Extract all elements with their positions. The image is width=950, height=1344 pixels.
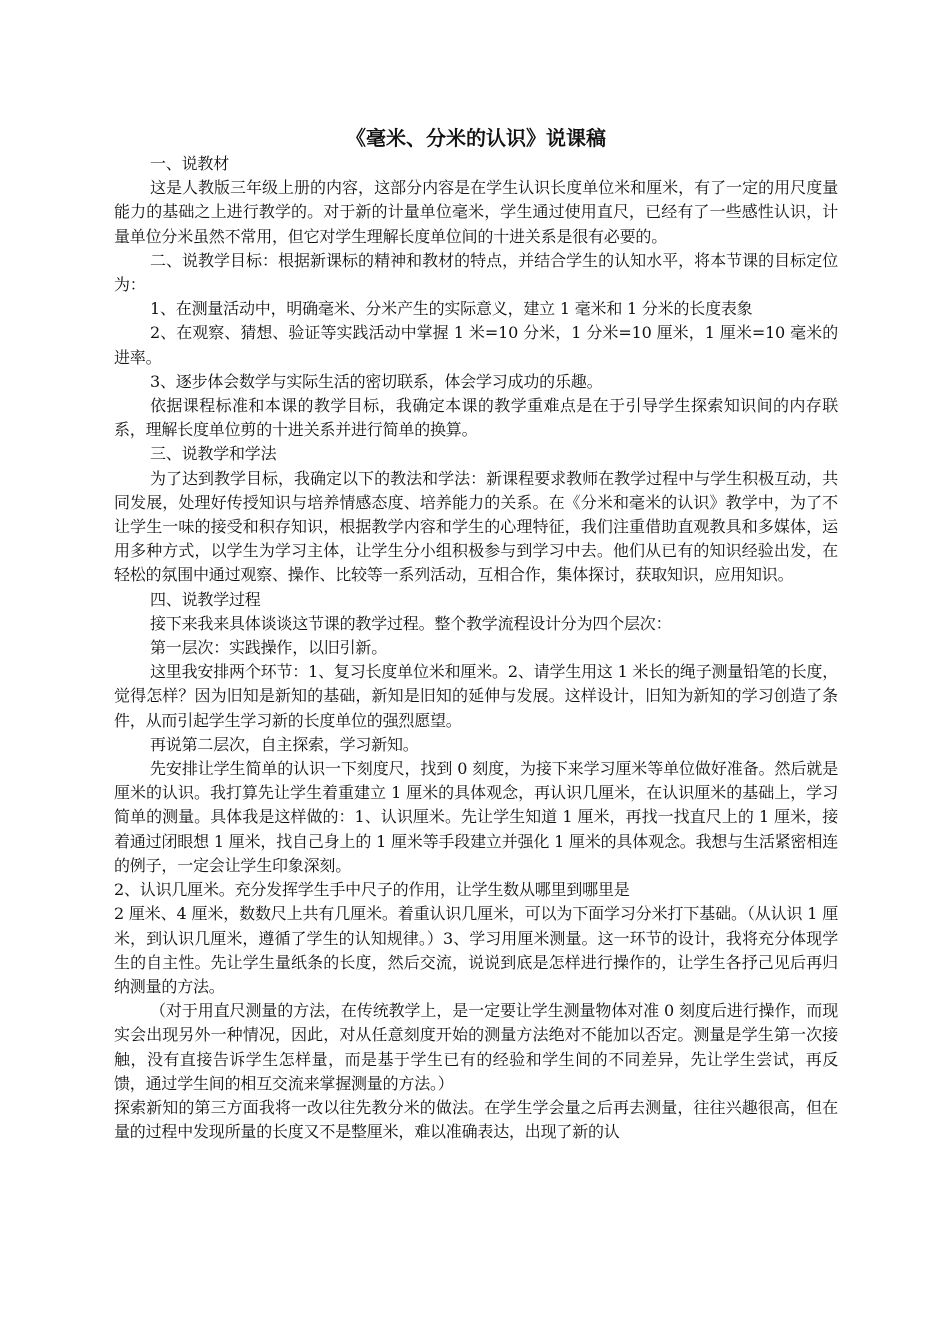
- paragraph-explore-third: 探索新知的第三方面我将一改以往先教分米的做法。在学生学会量之后再去测量，往往兴趣很高，但在量的过程中发现所量的长度又不是整厘米，难以准确表达，出现了新的认: [114, 1097, 838, 1142]
- paragraph-process-intro: 接下来我来具体谈谈这节课的教学过程。整个教学流程设计分为四个层次：: [150, 613, 672, 633]
- paragraph-key-points: 依据课程标准和本课的教学目标，我确定本课的教学重难点是在于引导学生探索知识间的内存联系，理解长度单位剪的十进关系并进行简单的换算。: [114, 396, 838, 440]
- section-heading-process: 四、说教学过程: [150, 589, 261, 609]
- paragraph-measure-cm: 2 厘米、4 厘米，数数尺上共有几厘米。着重认识几厘米，可以为下面学习分米打下基础。（从认识 1 厘米，到认识几厘米，遵循了学生的认知规律。）3、学习用厘米测量。这一环节的设计，我将充分体现学生的自主性。先让学生量纸条的长度，然后交流，说说到底是怎样进行操作的，让学生各抒己见后再归纳测量的方法。: [114, 904, 838, 996]
- objective-item-1: 1、在测量活动中，明确毫米、分米产生的实际意义，建立 1 毫米和 1 分米的长度表象: [150, 299, 753, 319]
- objective-item-2: 2、在观察、猜想、验证等实践活动中掌握 1 米=10 分米，1 分米=10 厘米，1 厘米=10 毫米的进率。: [114, 323, 838, 367]
- paragraph-methods: 为了达到教学目标，我确定以下的教法和学法：新课程要求教师在教学过程中与学生积极互动，共同发展，处理好传授知识与培养情感态度、培养能力的关系。在《分米和毫米的认识》教学中，为了不让学生一味的接受和积存知识，根据教学内容和学生的心理特征，我们注重借助直观教具和多媒体，运用多种方式，以学生为学习主体，让学生分小组积极参与到学习中去。他们从已有的知识经验出发，在轻松的氛围中通过观察、操作、比较等一系列活动，互相合作，集体探讨，获取知识，应用知识。: [114, 468, 838, 585]
- paragraph-level-one: 第一层次：实践操作，以旧引新。: [150, 638, 388, 658]
- paragraph-ruler-note: （对于用直尺测量的方法，在传统教学上，是一定要让学生测量物体对准 0 刻度后进行操作，而现实会出现另外一种情况，因此，对从任意刻度开始的测量方法绝对不能加以否定。测量是学生第一次接触，没有直接告诉学生怎样量，而是基于学生已有的经验和学生间的不同差异，先让学生尝试，再反馈，通过学生间的相互交流来掌握测量的方法。）: [114, 1001, 838, 1093]
- objective-item-3: 3、逐步体会数学与实际生活的密切联系，体会学习成功的乐趣。: [150, 371, 603, 391]
- section-heading-textbook: 一、说教材: [150, 154, 230, 173]
- document-title: 《毫米、分米的认识》说课稿: [346, 126, 606, 150]
- paragraph-several-cm: 2、认识几厘米。充分发挥学生手中尺子的作用，让学生数从哪里到哪里是: [114, 880, 630, 900]
- section-heading-methods: 三、说教学和学法: [150, 444, 277, 464]
- paragraph-level-two-detail: 先安排让学生简单的认识一下刻度尺，找到 0 刻度，为接下来学习厘米等单位做好准备。然后就是厘米的认识。我打算先让学生着重建立 1 厘米的具体观念，再认识几厘米，在认识厘米的基础上，学习简单的测量。具体我是这样做的：1、认识厘米。先让学生知道 1 厘米，再找一找直尺上的 1 厘米，接着通过闭眼想 1 厘米，找自己身上的 1 厘米等手段建立并强化 1 厘米的具体观念。我想与生活紧密相连的例子，一定会让学生印象深刻。: [114, 759, 838, 875]
- paragraph-textbook-content: 这是人教版三年级上册的内容，这部分内容是在学生认识长度单位米和厘米，有了一定的用尺度量能力的基础之上进行教学的。对于新的计量单位毫米，学生通过使用直尺，已经有了一些感性认识，计量单位分米虽然不常用，但它对学生理解长度单位间的十进关系是很有必要的。: [114, 178, 838, 246]
- document-page: [114, 122, 838, 1144]
- section-heading-objectives: 二、说教学目标：根据新课标的精神和教材的特点，并结合学生的认知水平，将本节课的目标定位为：: [114, 250, 838, 295]
- paragraph-level-two: 再说第二层次，自主探索，学习新知。: [150, 734, 419, 754]
- paragraph-level-one-detail: 这里我安排两个环节：1、复习长度单位米和厘米。2、请学生用这 1 米长的绳子测量铅笔的长度，觉得怎样？因为旧知是新知的基础，新知是旧知的延伸与发展。这样设计，旧知为新知的学习创造了条件，从而引起学生学习新的长度单位的强烈愿望。: [114, 662, 838, 730]
